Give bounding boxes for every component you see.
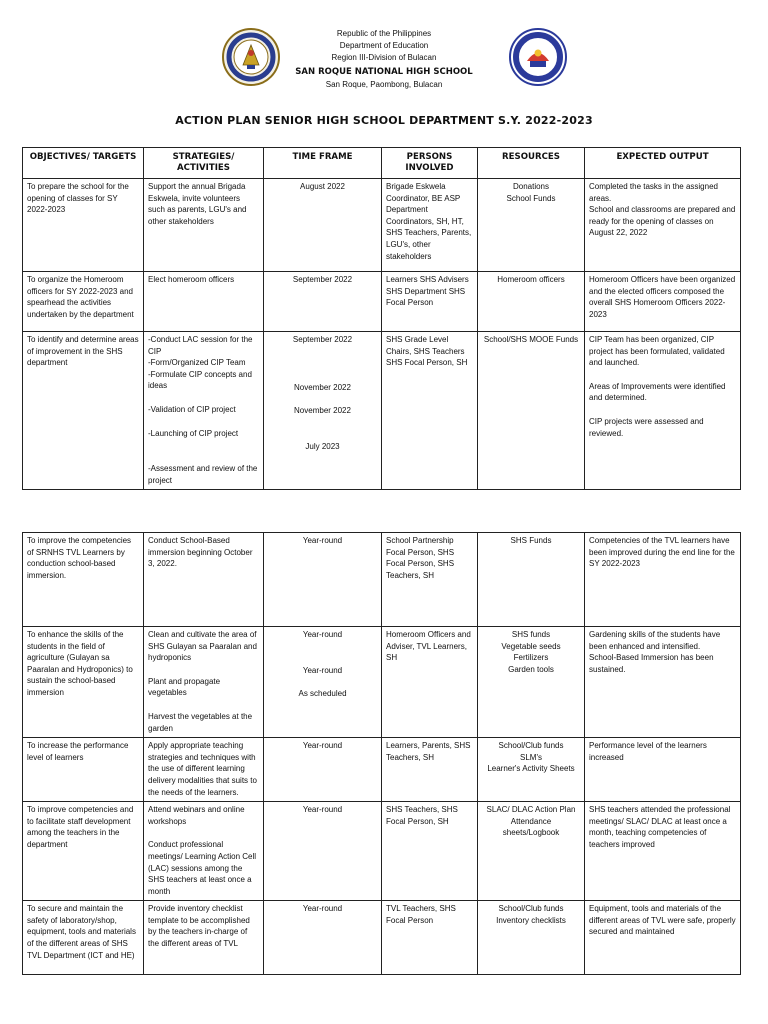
strategy-item: Elect homeroom officers (148, 275, 235, 284)
persons-cell: TVL Teachers, SHS Focal Person (382, 901, 478, 975)
resources-cell (478, 332, 585, 490)
resource-item: Garden tools (508, 664, 554, 674)
persons-cell: Brigade Eskwela Coordinator, BE ASP Department Coordinators, SH, HT, SHS Teachers, Parents, LGU's, other stakeholders (382, 179, 478, 272)
persons-cell: SHS Grade Level Chairs, SHS Teachers SHS Focal Person, SH (382, 332, 478, 490)
strategy-item: -Assessment and review of the project (148, 464, 258, 485)
strategy-item: -Form/Organized CIP Team (148, 358, 246, 368)
strategy-item: Apply appropriate teaching strategies and techniques with the use of different learning delivery modalities that suits to the needs of the learners. (148, 741, 257, 797)
strategy-item: Support the annual Brigada Eskwela, invite volunteers such as parents, LGU's and other stakeholders (148, 182, 247, 226)
strategy-item: -Launching of CIP project (148, 428, 239, 438)
table-row (23, 533, 741, 627)
expected-output-cell (585, 901, 741, 975)
strategies-cell (144, 533, 264, 627)
time-item: September 2022 (292, 275, 353, 284)
output-item: Areas of Improvements were identified and determined. (589, 381, 726, 403)
expected-output-cell (585, 272, 741, 332)
strategies-cell (144, 332, 264, 490)
time-item: Year-round (302, 536, 343, 545)
time-item: Year-round (302, 904, 343, 914)
resources-cell (478, 901, 585, 975)
expected-output-cell (585, 332, 741, 490)
column-header: PERSONS INVOLVED (382, 148, 478, 179)
strategy-item: Provide inventory checklist template to be accomplished by the teachers in-charge of the different areas of TVL (148, 904, 250, 949)
time-frame-cell (264, 627, 382, 738)
output-item: CIP Team has been organized, CIP project has been formulated, validated and launched. (589, 335, 725, 368)
department-line: Department of Education (339, 41, 429, 50)
table-row (23, 332, 741, 490)
objective-cell: To enhance the skills of the students in the field of agriculture (Gulayan sa Paaralan and Hydroponics) to sustain the school-based immersion (23, 627, 144, 738)
time-frame-cell (264, 738, 382, 802)
time-item: As scheduled (298, 689, 347, 699)
resource-item: School Funds (506, 193, 556, 203)
persons-cell: School Partnership Focal Person, SHS Focal Person, SHS Teachers, SH (382, 533, 478, 627)
strategies-cell (144, 272, 264, 332)
time-item: Year-round (302, 741, 343, 751)
resource-item: School/Club funds (498, 904, 564, 914)
objective-cell: To improve the competencies of SRNHS TVL Learners by conduction school-based immersion. (23, 533, 144, 627)
strategies-cell (144, 179, 264, 272)
resource-item: Fertilizers (513, 653, 549, 663)
time-item: August 2022 (300, 182, 345, 191)
strategy-item: Conduct professional meetings/ Learning Action Cell (LAC) sessions among the SHS teachers at least once a month (148, 840, 257, 896)
strategies-cell (144, 901, 264, 975)
resources-cell (478, 627, 585, 738)
column-header: RESOURCES (478, 148, 585, 179)
action-plan-table-continued (22, 532, 741, 975)
strategy-item: Attend webinars and online workshops (148, 805, 245, 826)
resource-item: Inventory checklists (496, 915, 566, 925)
resource-item: Learner's Activity Sheets (487, 764, 575, 774)
expected-output-cell (585, 738, 741, 802)
persons-cell: Learners, Parents, SHS Teachers, SH (382, 738, 478, 802)
output-item: Gardening skills of the students have been enhanced and intensified. (589, 630, 721, 651)
output-item: CIP projects were assessed and reviewed. (589, 416, 704, 438)
strategy-item: -Formulate CIP concepts and ideas (148, 369, 252, 391)
strategies-cell (144, 738, 264, 802)
time-item: Year-round (302, 630, 343, 639)
table-row (23, 802, 741, 901)
output-item: Equipment, tools and materials of the different areas of TVL were safe, properly secured and maintained (589, 904, 736, 937)
time-frame-cell (264, 802, 382, 901)
objective-cell: To organize the Homeroom officers for SY 2022-2023 and spearhead the activities undertaken by the department (23, 272, 144, 332)
expected-output-cell (585, 533, 741, 627)
time-item: Year-round (302, 665, 343, 675)
resource-item: SHS Funds (510, 536, 552, 545)
resource-item: School/SHS MOOE Funds (483, 335, 579, 344)
time-frame-cell (264, 533, 382, 627)
output-item: SHS teachers attended the professional meetings/ SLAC/ DLAC at least once a month, teaching competencies of teachers improved (589, 805, 731, 849)
table-header-row (23, 148, 741, 179)
strategy-item: -Conduct LAC session for the CIP (148, 335, 253, 356)
persons-cell: SHS Teachers, SHS Focal Person, SH (382, 802, 478, 901)
expected-output-cell (585, 802, 741, 901)
objective-cell: To improve competencies and to facilitate staff development among the teachers in the department (23, 802, 144, 901)
action-plan-table (22, 147, 741, 490)
time-item: November 2022 (294, 406, 351, 416)
column-header: STRATEGIES/ ACTIVITIES (144, 148, 264, 179)
objective-cell: To secure and maintain the safety of laboratory/shop, equipment, tools and materials of the different areas of SHS TVL Department (ICT and HE) (23, 901, 144, 975)
time-frame-cell (264, 272, 382, 332)
resource-item: Attendance sheets/Logbook (502, 816, 560, 838)
strategy-item: Harvest the vegetables at the garden (148, 711, 253, 733)
strategy-item: Plant and propagate vegetables (148, 676, 221, 698)
time-frame-cell (264, 332, 382, 490)
time-item: November 2022 (294, 382, 351, 392)
resources-cell (478, 802, 585, 901)
table-row (23, 901, 741, 975)
time-item: September 2022 (292, 335, 353, 344)
objective-cell: To identify and determine areas of improvement in the SHS department (23, 332, 144, 490)
resource-item: SHS funds (511, 630, 551, 639)
persons-cell: Learners SHS Advisers SHS Department SHS Focal Person (382, 272, 478, 332)
time-frame-cell (264, 901, 382, 975)
republic-line: Republic of the Philippines (336, 29, 432, 38)
output-item: Performance level of the learners increased (589, 741, 707, 762)
table-row (23, 627, 741, 738)
column-header: TIME FRAME (264, 148, 382, 179)
column-header: OBJECTIVES/ TARGETS (23, 148, 144, 179)
expected-output-cell (585, 179, 741, 272)
resource-item: SLM's (520, 752, 542, 762)
region-line: Region III-Division of Bulacan (331, 53, 437, 62)
strategies-cell (144, 627, 264, 738)
output-item: Competencies of the TVL learners have been improved during the end line for the SY 2022-2023 (589, 536, 735, 569)
strategy-item: Conduct School-Based immersion beginning October 3, 2022. (148, 536, 253, 569)
table-row (23, 272, 741, 332)
objective-cell: To prepare the school for the opening of classes for SY 2022-2023 (23, 179, 144, 272)
resource-item: Vegetable seeds (501, 641, 561, 651)
strategy-item: Clean and cultivate the area of SHS Gulayan sa Paaralan and hydroponics (148, 630, 257, 663)
time-item: Year-round (302, 805, 343, 815)
table-row (23, 738, 741, 802)
resource-item: Homeroom officers (497, 275, 565, 284)
output-item: School-Based Immersion has been sustained. (589, 653, 714, 674)
school-address: San Roque, Paombong, Bulacan (325, 80, 443, 89)
strategies-cell (144, 802, 264, 901)
table-row (23, 179, 741, 272)
resource-item: Donations (512, 182, 550, 191)
document-title: ACTION PLAN SENIOR HIGH SCHOOL DEPARTMENT S.Y. 2022-2023 (175, 114, 593, 127)
resources-cell (478, 738, 585, 802)
strategy-item: -Validation of CIP project (148, 404, 236, 414)
resource-item: School/Club funds (498, 741, 564, 751)
output-item: Completed the tasks in the assigned areas. (589, 182, 718, 203)
document-header (0, 28, 768, 91)
time-frame-cell (264, 179, 382, 272)
resources-cell (478, 533, 585, 627)
output-item: Homeroom Officers have been organized and the elected officers composed the overall SHS Homeroom Officers 2022-2023 (589, 275, 736, 319)
time-item: July 2023 (305, 441, 340, 451)
objective-cell: To increase the performance level of learners (23, 738, 144, 802)
resources-cell (478, 179, 585, 272)
resources-cell (478, 272, 585, 332)
column-header: EXPECTED OUTPUT (585, 148, 741, 179)
resource-item: SLAC/ DLAC Action Plan (486, 805, 576, 815)
persons-cell: Homeroom Officers and Adviser, TVL Learners, SH (382, 627, 478, 738)
output-item: School and classrooms are prepared and ready for the opening of classes on August 22, 2022 (589, 205, 736, 238)
school-name: SAN ROQUE NATIONAL HIGH SCHOOL (295, 67, 473, 77)
expected-output-cell (585, 627, 741, 738)
